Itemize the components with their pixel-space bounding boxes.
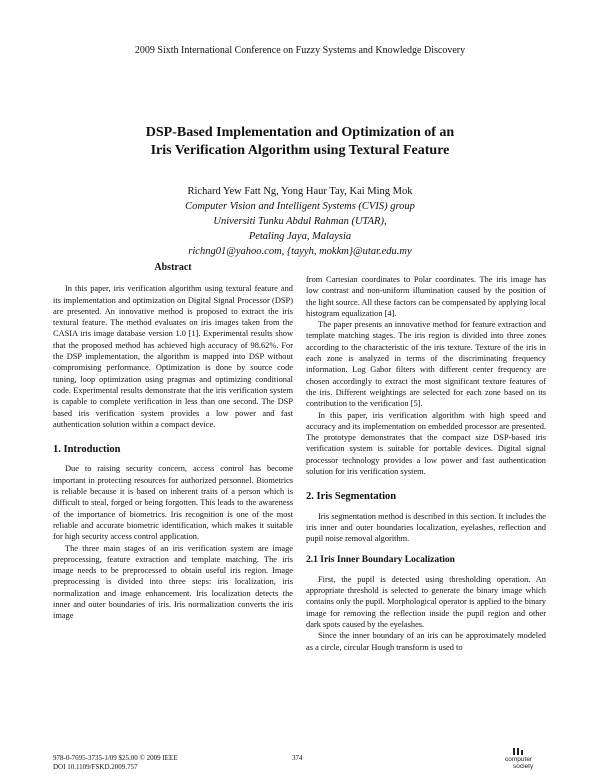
intro-paragraph-1: Due to raising security concern, access control has become important in protecting resources for authorized personnel. Biometrics is reliable because it is based on inherent traits of a person which is difficult to steal, forged or being forgotten. This leads to the awareness of the importance of biometrics. Iris recognition is one of the most reliable and accurate biometric identification, which makes it suitable for high security access control application. [53,464,293,542]
author-emails: richng01@yahoo.com, {tayyh, mokkm}@utar.edu.my [188,246,412,257]
section-heading-introduction: 1. Introduction [53,444,121,456]
affiliation-line-1: Computer Vision and Intelligent Systems (CVIS) group [185,201,415,212]
affiliation-line-2: Universiti Tunku Abdul Rahman (UTAR), [213,216,387,227]
affiliation-line-3: Petaling Jaya, Malaysia [248,231,352,242]
intro-paragraph-2: The three main stages of an iris verification system are image preprocessing, feature extraction and template matching. The iris image needs to be preprocessed to obtain useful iris region. Image preprocessing is divided into three steps: iris localization, iris normalization and image enhancement. Iris localization detects the inner and outer boundaries of iris. Iris normalization converts the iris image [53,543,293,621]
intro-paragraph-4: In this paper, iris verification algorithm with high speed and accuracy and its implementation on embedded processor are presented. The prototype demonstrates that the compact size DSP-based iris verification system is suitable for portable devices. Digital signal processor technology provides a low power and fast authentication solution for iris verification system. [306,410,546,477]
paper-title [60,124,540,160]
intro-paragraph-continued: from Cartesian coordinates to Polar coordinates. The iris image has low contrast and non-uniform illumination caused by the position of the light source. All these factors can be compensated by applying local histogram equalization [4]. [306,275,547,318]
author-names: Richard Yew Fatt Ng, Yong Haur Tay, Kai Ming Mok [187,186,413,197]
computer-society-logo [505,748,545,770]
author-block [100,184,500,259]
logo-text-society: society [513,763,534,770]
segmentation-paragraph: Iris segmentation method is described in this section. It includes the iris inner and outer boundaries localization, eyelashes, reflection and pupil noise removal algorithm. [306,511,546,544]
logo-mark-icon [505,748,545,756]
title-line-2: Iris Verification Algorithm using Textural Feature [150,143,450,158]
inner-boundary-paragraph-1: First, the pupil is detected using thresholding operation. An appropriate threshold is selected to generate the binary image which contains only the pupil. Morphological operator is applied to the binary image for removing the reflection inside the pupil region and other dark spots caused by the eyelashes. [306,574,546,630]
section-heading-iris-segmentation: 2. Iris Segmentation [306,491,397,503]
abstract-text: In this paper, iris verification algorithm using textural feature and its implementation and optimization on Digital Signal Processor (DSP) are presented. An innovative method is proposed to extract the iris textural feature. The method evaluates on iris images taken from the CASIA iris image database version 1.0 [1]. Experimental results show that the proposed method has achieved high accuracy of 98.62%. For the DSP implementation, the algorithm is mapped into DSP without compromising performance. Optimization is done by source code tuning, loop optimization using pragmas and optimizing conditional code. Experimental results demonstrate that the iris verification system is capable to complete verification in less than one second. The DSP based iris verification system provides a low power and fast authentication solution within a compact device. [53,284,293,429]
conference-header: 2009 Sixth International Conference on Fuzzy Systems and Knowledge Discovery [134,45,466,56]
right-column [306,274,546,653]
intro-paragraph-3: The paper presents an innovative method for feature extraction and template matching stages. The iris region is divided into three zones according to the characteristic of the iris texture. Texture of the iris in each zone is analyzed in terms of the discriminating frequency information. Log Gabor filters with different center frequency are chosen accordingly to extract the most significant texture features of the iris. Different weightings are selected for each zone based on its contribution to the verification [5]. [306,320,546,409]
left-column [53,262,293,622]
subsection-heading-inner-boundary: 2.1 Iris Inner Boundary Localization [306,554,455,565]
footer-isbn: 978-0-7695-3735-1/09 $25.00 © 2009 IEEE [53,754,178,762]
footer-doi: DOI 10.1109/FSKD.2009.757 [53,763,138,771]
logo-text-computer: computer [505,756,533,763]
inner-boundary-paragraph-2: Since the inner boundary of an iris can be approximately modeled as a circle, circular Hough transform is used to [306,631,546,652]
title-line-1: DSP-Based Implementation and Optimization of an [145,125,455,140]
page-number: 374 [292,754,303,762]
abstract-heading: Abstract [154,262,192,273]
footer-publication-info [53,754,178,772]
